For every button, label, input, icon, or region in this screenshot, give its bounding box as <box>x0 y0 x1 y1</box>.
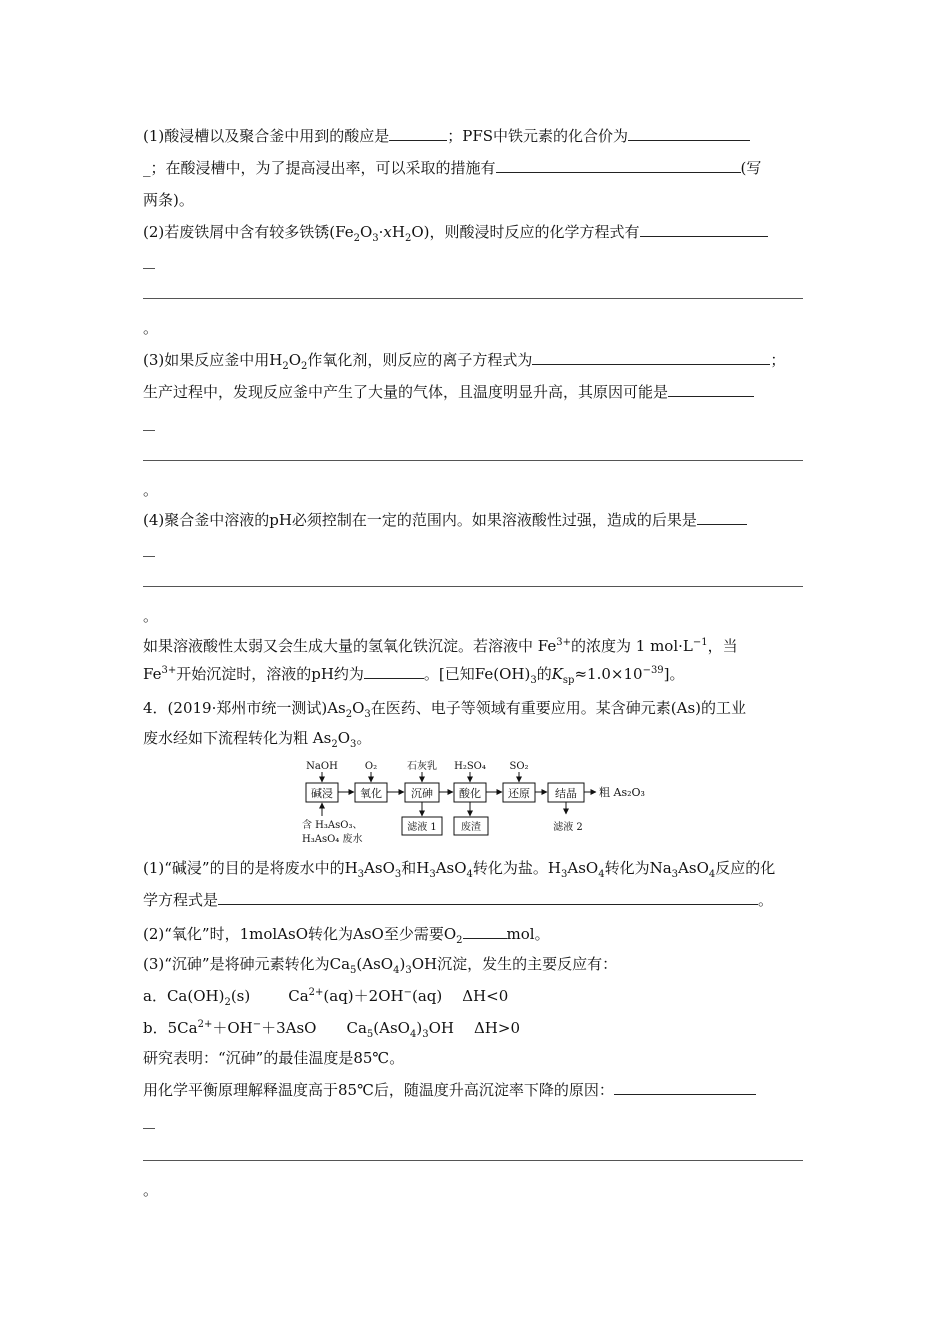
q4-part3-line1 <box>143 954 815 974</box>
answer-line-stub[interactable] <box>143 430 155 431</box>
reagent-label: H₂SO₄ <box>454 761 486 772</box>
answer-blank[interactable] <box>532 350 770 365</box>
text: 。[已知Fe(OH) <box>423 665 531 683</box>
q3-part4-end: 。 <box>143 607 159 625</box>
answer-line[interactable] <box>143 460 803 461</box>
process-flow-diagram <box>298 758 658 850</box>
subscript: 3 <box>561 869 568 880</box>
step-label: 结晶 <box>555 787 577 800</box>
answer-line[interactable] <box>143 586 803 587</box>
answer-line[interactable] <box>143 1160 803 1161</box>
output-label: 滤液 2 <box>553 822 583 833</box>
text: (s) <box>230 987 251 1005</box>
subscript: 2 <box>224 997 231 1008</box>
input-label: 含 H₃AsO₃、 <box>302 820 363 831</box>
superscript: 3+ <box>556 637 571 648</box>
text: 废水经如下流程转化为粗 As <box>143 729 332 747</box>
subscript: 5 <box>350 965 357 976</box>
explain-line <box>143 1080 815 1100</box>
q3-part3-line1 <box>143 350 815 370</box>
text: (3)如果反应釜中用H <box>143 351 283 369</box>
answer-blank[interactable] <box>640 222 768 237</box>
text: O <box>352 699 365 717</box>
text: (2)“氧化”时，1molAsO转化为AsO至少需要O <box>143 925 457 943</box>
superscript: −1 <box>692 637 708 648</box>
text: ； <box>770 351 786 369</box>
superscript: − <box>252 1019 262 1030</box>
subscript: 3 <box>405 965 412 976</box>
text: (2)若废铁屑中含有较多铁锈(Fe <box>143 223 354 241</box>
text: (AsO <box>356 955 394 973</box>
text: 用化学平衡原理解释温度高于85℃后，随温度升高沉淀率下降的原因： <box>143 1081 614 1099</box>
subscript: 4 <box>708 869 716 880</box>
reagent-label: 石灰乳 <box>407 761 437 772</box>
q4-part1-line1 <box>143 858 815 878</box>
subscript: 2 <box>404 233 412 244</box>
q4-line1 <box>143 698 815 718</box>
text: 如果溶液酸性太弱又会生成大量的氢氧化铁沉淀。若溶液中 Fe <box>143 637 557 655</box>
text: ΔH>0 <box>473 1019 520 1037</box>
subscript: 3 <box>364 709 371 720</box>
text: 的 <box>536 665 552 683</box>
answer-blank[interactable] <box>463 924 507 939</box>
superscript: −39 <box>642 665 664 676</box>
q3-part2-end: 。 <box>143 319 159 337</box>
q4-part3-end: 。 <box>143 1181 159 1199</box>
answer-line-stub[interactable] <box>143 1128 155 1129</box>
step-label: 还原 <box>508 787 530 800</box>
q3-part1-line2 <box>143 158 815 178</box>
text: 转化为盐。H <box>472 859 562 877</box>
subscript: 3 <box>350 739 357 750</box>
text: O <box>288 351 302 369</box>
text: (aq)＋2OH <box>323 987 404 1005</box>
answer-blank[interactable] <box>496 158 741 173</box>
q3-part3-end: 。 <box>143 481 159 499</box>
text: O)，则酸浸时反应的化学方程式有 <box>411 223 640 241</box>
answer-line-stub[interactable] <box>143 556 155 557</box>
answer-blank[interactable] <box>628 126 750 141</box>
text: 开始沉淀时，溶液的pH约为 <box>176 665 364 683</box>
output-label: 滤液 1 <box>407 822 437 833</box>
text: 生产过程中，发现反应釜中产生了大量的气体，且温度明显升高，其原因可能是 <box>143 383 669 401</box>
text: ) <box>416 1019 423 1037</box>
text: (1)酸浸槽以及聚合釜中用到的酸应是 <box>143 127 390 145</box>
answer-blank[interactable] <box>614 1080 756 1095</box>
text: ]。 <box>663 665 685 683</box>
text: · <box>378 223 384 241</box>
reaction-b <box>143 1018 815 1038</box>
italic-var: K <box>551 665 563 683</box>
text: 反应的化 <box>715 859 776 877</box>
text: 的浓度为 1 mol·L <box>571 637 693 655</box>
text: 。 <box>356 729 372 747</box>
text: AsO <box>567 859 599 877</box>
text: 转化为Na <box>604 859 672 877</box>
reagent-label: NaOH <box>306 761 338 772</box>
text: a．Ca(OH) <box>143 987 225 1005</box>
step-label: 沉砷 <box>411 787 433 800</box>
text: ＋OH <box>212 1019 253 1037</box>
q3-part4-line1 <box>143 510 815 530</box>
q3-part3-line2 <box>143 382 815 402</box>
reagent-arrows <box>322 772 519 782</box>
q3-part4-line3 <box>143 636 815 656</box>
reagent-label: SO₂ <box>509 761 529 772</box>
q3-part2-line1 <box>143 222 815 242</box>
input-label: H₃AsO₄ 废水 <box>302 834 363 845</box>
text: 作氧化剂，则反应的离子方程式为 <box>307 351 533 369</box>
subscript: 4 <box>393 965 400 976</box>
text: H <box>391 223 405 241</box>
answer-line[interactable] <box>143 298 803 299</box>
superscript: 3+ <box>161 665 177 676</box>
q4-line2 <box>143 728 815 748</box>
subscript: 3 <box>394 869 402 880</box>
reagent-label: O₂ <box>364 761 378 772</box>
subscript: sp <box>562 675 575 686</box>
text: (4)聚合釜中溶液的pH必须控制在一定的范围内。如果溶液酸性过强，造成的后果是 <box>143 511 697 529</box>
text: 学方程式是 <box>143 891 219 909</box>
subscript: 3 <box>357 869 365 880</box>
superscript: − <box>403 987 412 998</box>
text: 。 <box>758 891 774 909</box>
q4-part1-line2 <box>143 890 815 910</box>
subscript: 2 <box>331 739 338 750</box>
text: (1)“碱浸”的目的是将废水中的H <box>143 859 358 877</box>
answer-blank[interactable] <box>364 664 424 679</box>
text: Fe <box>143 665 162 683</box>
subscript: 2 <box>282 361 289 372</box>
text: (AsO <box>373 1019 410 1037</box>
italic-var: x <box>383 223 392 241</box>
reaction-a <box>143 986 815 1006</box>
subscript: 4 <box>409 1029 417 1040</box>
text: OH沉淀，发生的主要反应有： <box>411 955 618 973</box>
text: ＋3AsO <box>261 1019 317 1037</box>
answer-blank[interactable] <box>389 126 447 141</box>
subscript: 5 <box>366 1029 374 1040</box>
subscript: 3 <box>530 675 537 686</box>
subscript: 4 <box>598 869 605 880</box>
subscript: 3 <box>671 869 679 880</box>
step-label: 氧化 <box>360 787 382 800</box>
text: (3)“沉砷”是将砷元素转化为Ca <box>143 955 351 973</box>
text: ，当 <box>707 637 738 655</box>
subscript: 3 <box>429 869 436 880</box>
subscript: 2 <box>345 709 353 720</box>
text: Ca <box>288 987 309 1005</box>
answer-blank[interactable] <box>218 890 758 905</box>
text: O <box>359 223 373 241</box>
text: mol。 <box>506 925 550 943</box>
study-line: 研究表明：“沉砷”的最佳温度是85℃。 <box>143 1049 405 1067</box>
text: 和H <box>401 859 430 877</box>
text: ；PFS中铁元素的化合价为 <box>447 127 629 145</box>
answer-blank[interactable] <box>668 382 754 397</box>
text: OH <box>428 1019 454 1037</box>
text: b．5Ca <box>143 1019 198 1037</box>
step-label: 碱浸 <box>311 787 333 800</box>
q3-part4-line4 <box>143 664 815 684</box>
text: 4．(2019·郑州市统一测试)As <box>143 699 346 717</box>
text: AsO <box>364 859 395 877</box>
subscript: 4 <box>466 869 473 880</box>
q3-part1-line1 <box>143 126 815 146</box>
subscript: 3 <box>422 1029 429 1040</box>
text: (aq) <box>411 987 443 1005</box>
product-label: 粗 As₂O₃ <box>599 786 645 799</box>
subscript: 3 <box>372 233 379 244</box>
text: AsO <box>435 859 467 877</box>
output-label: 废渣 <box>461 822 481 833</box>
subscript: 2 <box>456 935 463 946</box>
superscript: 2+ <box>197 1019 213 1030</box>
text: Ca <box>346 1019 367 1037</box>
text: ΔH<0 <box>462 987 509 1005</box>
answer-blank[interactable] <box>697 510 747 525</box>
subscript: 2 <box>301 361 308 372</box>
superscript: 2+ <box>308 987 324 998</box>
text: 在医药、电子等领域有重要应用。某含砷元素(As)的工业 <box>370 699 747 717</box>
subscript: 2 <box>353 233 360 244</box>
output-arrows <box>422 802 566 816</box>
text: ≈1.0×10 <box>574 665 643 683</box>
text: AsO <box>678 859 709 877</box>
text: (写 <box>740 159 762 177</box>
text: O <box>337 729 350 747</box>
q3-part1-line3: 两条)。 <box>143 191 194 209</box>
text: _；在酸浸槽中，为了提高浸出率，可以采取的措施有 <box>143 159 496 177</box>
answer-line-stub[interactable] <box>143 268 155 269</box>
q4-part2 <box>143 924 815 944</box>
step-label: 酸化 <box>459 787 481 800</box>
text: ) <box>399 955 406 973</box>
